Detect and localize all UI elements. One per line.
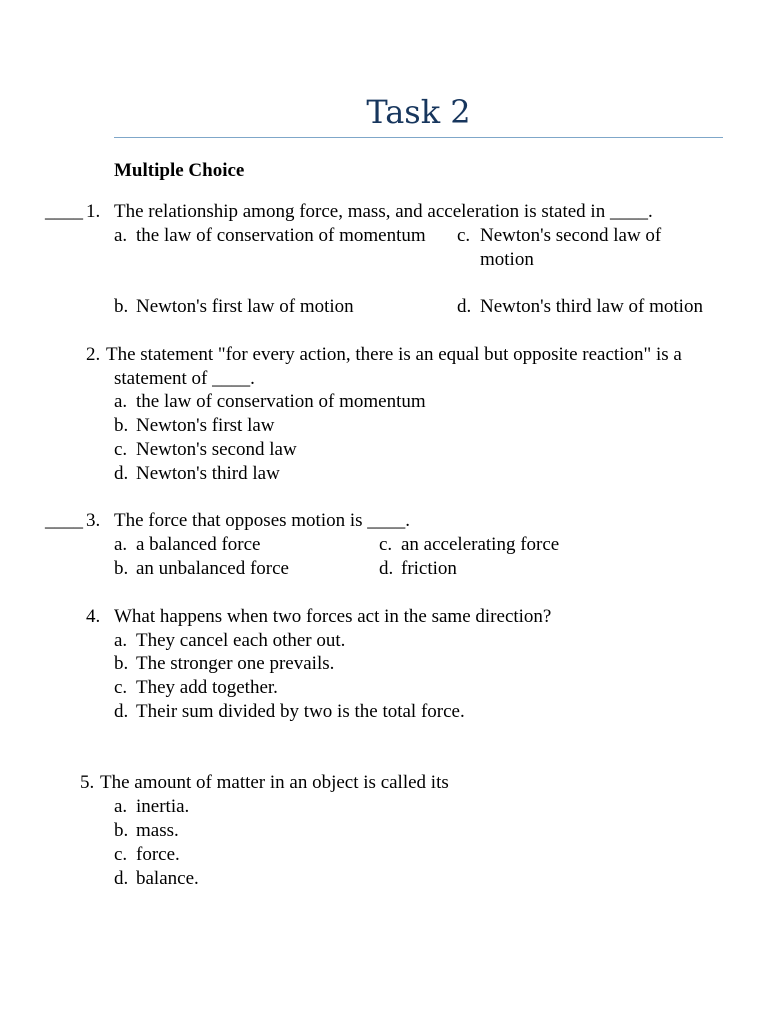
question-1-option-a: the law of conservation of momentum (136, 225, 426, 246)
question-4-stem: What happens when two forces act in the same direction? (114, 606, 552, 627)
question-3-option-a-letter: a. (114, 534, 128, 555)
question-3-stem: The force that opposes motion is ____. (114, 510, 411, 531)
question-1-option-a-letter: a. (114, 225, 128, 246)
question-2-option-b-letter: b. (114, 415, 129, 436)
question-5-option-b: mass. (136, 820, 179, 841)
question-3-option-b-letter: b. (114, 558, 129, 579)
question-1-option-b: Newton's first law of motion (136, 296, 354, 317)
question-3-option-a: a balanced force (136, 534, 261, 555)
question-5-option-d: balance. (136, 868, 199, 889)
title-divider (114, 137, 723, 138)
question-1-option-d: Newton's third law of motion (480, 296, 703, 317)
question-2-option-b: Newton's first law (136, 415, 275, 436)
question-4-option-c: They add together. (136, 677, 278, 698)
question-4-option-d-letter: d. (114, 701, 129, 722)
question-2-option-c: Newton's second law (136, 439, 297, 460)
question-3-option-c: an accelerating force (401, 534, 560, 555)
question-1-option-d-letter: d. (457, 296, 472, 317)
question-2-stem-line1: The statement "for every action, there is an equal but opposite reaction" is a (106, 344, 682, 365)
question-3-option-d-letter: d. (379, 558, 394, 579)
question-5-option-a: inertia. (136, 796, 190, 817)
question-2-option-d-letter: d. (114, 463, 129, 484)
question-2-option-a-letter: a. (114, 391, 128, 412)
question-1-number: 1. (86, 201, 101, 222)
question-4-option-d: Their sum divided by two is the total force. (136, 701, 465, 722)
question-1-blank: ____ (45, 201, 83, 222)
question-5-option-c: force. (136, 844, 180, 865)
section-heading: Multiple Choice (114, 160, 245, 181)
question-1-stem: The relationship among force, mass, and acceleration is stated in ____. (114, 201, 653, 222)
question-5-stem: The amount of matter in an object is called its (100, 772, 449, 793)
question-2-stem-line2: statement of ____. (114, 368, 255, 389)
question-4-option-b-letter: b. (114, 653, 129, 674)
question-3-option-d: friction (401, 558, 457, 579)
question-3-number: 3. (86, 510, 101, 531)
question-1-option-c: Newton's second law of motion (480, 225, 662, 270)
question-2-option-a: the law of conservation of momentum (136, 391, 426, 412)
question-5-option-c-letter: c. (114, 844, 128, 865)
question-3-option-c-letter: c. (379, 534, 393, 555)
question-5-option-a-letter: a. (114, 796, 128, 817)
question-4-number: 4. (86, 606, 101, 627)
question-3-option-b: an unbalanced force (136, 558, 289, 579)
question-3-blank: ____ (45, 510, 83, 531)
question-2-option-c-letter: c. (114, 439, 128, 460)
question-4-option-a-letter: a. (114, 630, 128, 651)
question-4-option-c-letter: c. (114, 677, 128, 698)
question-4-option-a: They cancel each other out. (136, 630, 346, 651)
question-5-option-d-letter: d. (114, 868, 129, 889)
question-5-option-b-letter: b. (114, 820, 129, 841)
question-5-number: 5. (80, 772, 95, 793)
question-2-number: 2. (86, 344, 101, 365)
page-title: Task 2 (366, 93, 471, 131)
question-4-option-b: The stronger one prevails. (136, 653, 335, 674)
question-1-option-c-letter: c. (457, 225, 471, 246)
question-1-option-b-letter: b. (114, 296, 129, 317)
question-2-option-d: Newton's third law (136, 463, 280, 484)
